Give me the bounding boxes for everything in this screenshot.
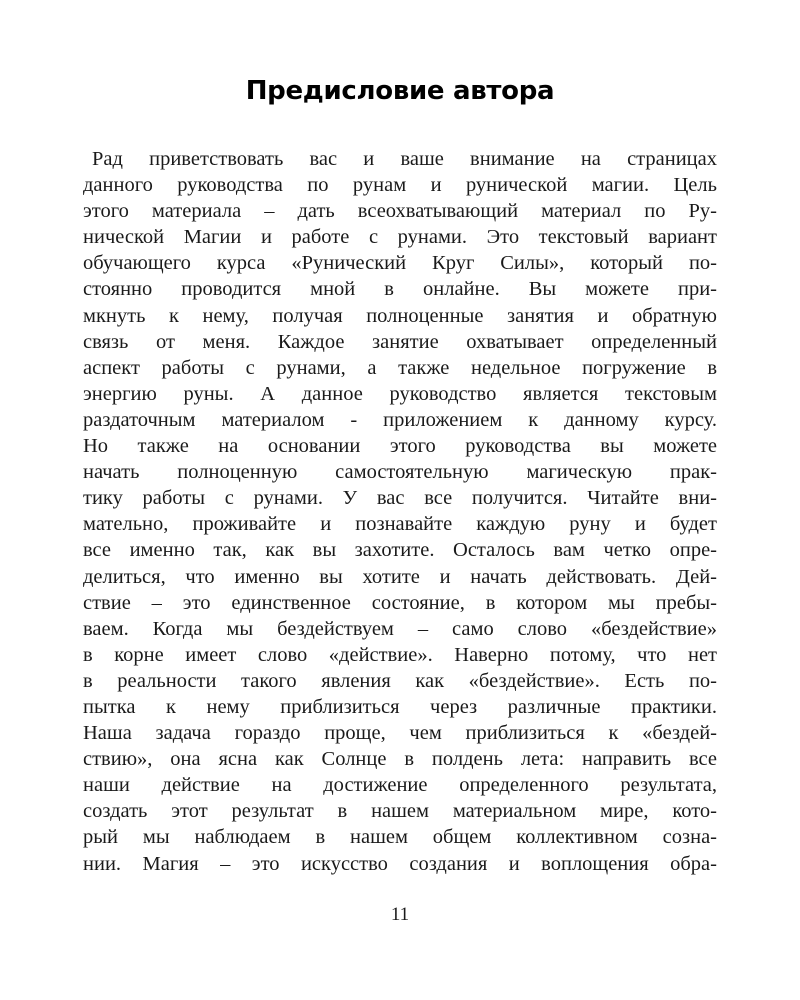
text-line: в реальности такого явления как «бездействие». Есть по- (83, 669, 717, 692)
text-line: раздаточным материалом - приложением к данному курсу. (83, 408, 717, 431)
text-line: Но также на основании этого руководства вы можете (83, 435, 717, 458)
text-line: Рад приветствовать вас и ваше внимание на страницах (92, 148, 717, 170)
text-line: энергию руны. А данное руководство является текстовым (83, 382, 717, 405)
text-line: ствие – это единственное состояние, в котором мы пребы- (83, 591, 717, 614)
text-line: в корне имеет слово «действие». Наверно потому, что нет (83, 643, 717, 666)
text-line: Наша задача гораздо проще, чем приблизиться к «бездей- (83, 722, 717, 745)
text-line: мательно, проживайте и познавайте каждую руну и будет (83, 513, 717, 536)
text-line: ствию», она ясна как Солнце в полдень лета: направить все (83, 748, 717, 771)
text-line: рый мы наблюдаем в нашем общем коллективном созна- (83, 826, 717, 849)
text-line: создать этот результат в нашем материальном мире, кото- (83, 800, 717, 823)
body-text (83, 146, 717, 877)
text-line: этого материала – дать всеохватывающий материал по Ру- (83, 200, 717, 223)
text-line: нии. Магия – это искусство создания и воплощения обра- (83, 852, 717, 875)
page-number: 11 (390, 904, 410, 925)
text-line: обучающего курса «Рунический Круг Силы», который по- (83, 252, 717, 275)
text-line: мкнуть к нему, получая полноценные занятия и обратную (83, 304, 717, 327)
text-line: нической Магии и работе с рунами. Это текстовый вариант (83, 226, 717, 249)
text-line: аспект работы с рунами, а также недельное погружение в (83, 356, 717, 379)
text-line: пытка к нему приблизиться через различные практики. (83, 695, 717, 718)
text-line: наши действие на достижение определенного результата, (83, 774, 717, 797)
text-line: тику работы с рунами. У вас все получится. Читайте вни- (83, 487, 717, 510)
text-line: данного руководства по рунам и рунической магии. Цель (83, 174, 717, 197)
text-line: стоянно проводится мной в онлайне. Вы можете при- (83, 278, 717, 301)
text-line: делиться, что именно вы хотите и начать действовать. Дей- (83, 565, 717, 588)
text-line: начать полноценную самостоятельную магическую прак- (83, 461, 717, 484)
page-title: Предисловие автора (245, 76, 555, 106)
text-line: все именно так, как вы захотите. Осталось вам четко опре- (83, 539, 717, 562)
text-line: связь от меня. Каждое занятие охватывает определенный (83, 330, 717, 353)
text-line: ваем. Когда мы бездействуем – само слово «бездействие» (83, 617, 717, 640)
